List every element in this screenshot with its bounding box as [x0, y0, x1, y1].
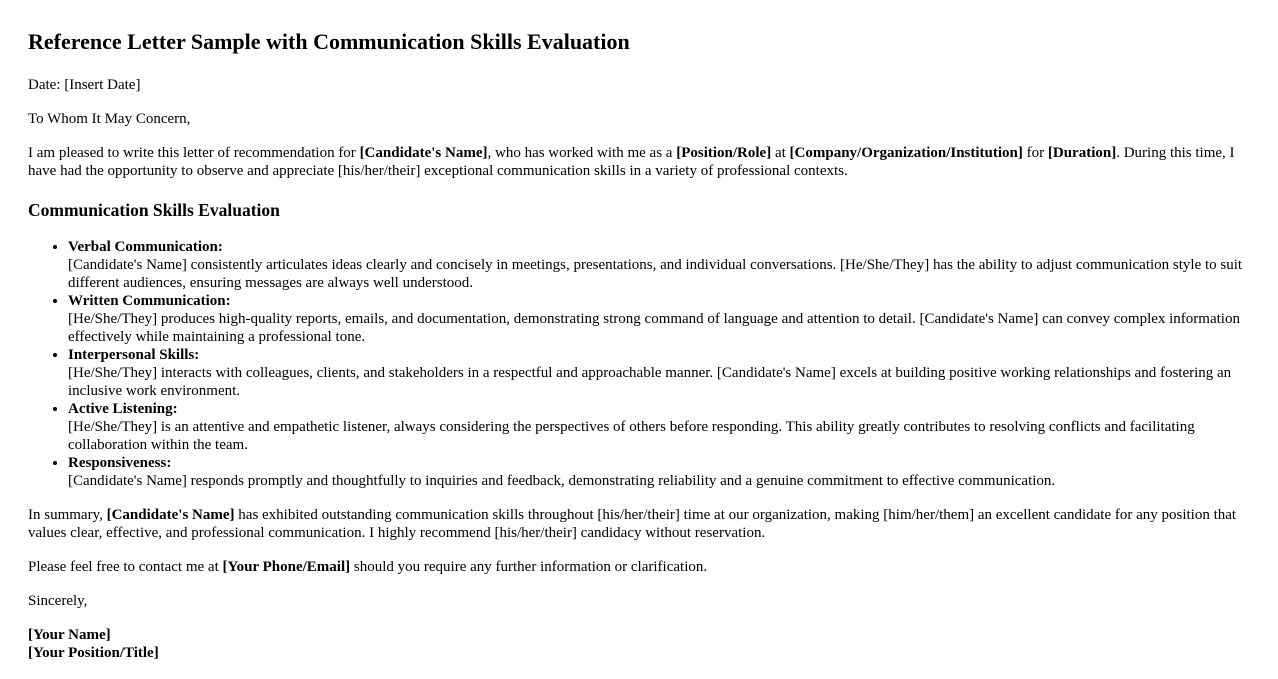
company-placeholder: [Company/Organization/Institution] — [789, 145, 1023, 161]
page-title: Reference Letter Sample with Communication Skills Evaluation — [28, 29, 630, 54]
contact-placeholder: [Your Phone/Email] — [222, 559, 351, 575]
contact-paragraph — [28, 558, 1250, 576]
skill-title: Written Communication: — [68, 293, 231, 309]
skill-description: [He/She/They] interacts with colleagues, clients, and stakeholders in a respectful and approachable manner. [Candidate's Name] excels at building positive working relationships and fostering an inclusive work environment. — [68, 365, 1232, 399]
list-item — [68, 454, 1250, 490]
intro-text-4: for — [1022, 145, 1048, 161]
skill-description: [He/She/They] is an attentive and empathetic listener, always considering the perspectives of others before responding. This ability greatly contributes to resolving conflicts and facilitating collaboration within the team. — [68, 419, 1195, 453]
section-heading: Communication Skills Evaluation — [28, 200, 280, 220]
intro-text-3: at — [771, 145, 790, 161]
signature-block — [28, 626, 1250, 662]
list-item — [68, 346, 1250, 400]
duration-placeholder: [Duration] — [1047, 145, 1117, 161]
list-item — [68, 238, 1250, 292]
skill-title: Active Listening: — [68, 401, 178, 417]
skill-title: Responsiveness: — [68, 455, 172, 471]
intro-text-1: I am pleased to write this letter of recommendation for — [28, 145, 360, 161]
candidate-name-placeholder: [Candidate's Name] — [359, 145, 488, 161]
skill-description: [Candidate's Name] responds promptly and thoughtfully to inquiries and feedback, demonstrating reliability and a genuine commitment to effective communication. — [68, 473, 1056, 489]
list-item — [68, 292, 1250, 346]
intro-text-2: , who has worked with me as a — [487, 145, 677, 161]
skill-description: [He/She/They] produces high-quality reports, emails, and documentation, demonstrating strong command of language and attention to detail. [Candidate's Name] can convey complex information effectively while maintaining a professional tone. — [68, 311, 1240, 345]
signature-position: [Your Position/Title] — [28, 645, 159, 661]
skill-title: Interpersonal Skills: — [68, 347, 200, 363]
contact-text-2: should you require any further information or clarification. — [350, 559, 708, 575]
skill-description: [Candidate's Name] consistently articulates ideas clearly and concisely in meetings, presentations, and individual conversations. [He/She/They] has the ability to adjust communication style to suit different audiences, ensuring messages are always well understood. — [68, 257, 1243, 291]
summary-text-2: has exhibited outstanding communication skills throughout [his/her/their] time at our organization, making [him/her/them] an excellent candidate for any position that values clear, effective, and professional communication. I highly recommend [his/her/their] candidacy without reservation. — [28, 507, 1237, 541]
signature-name: [Your Name] — [28, 627, 111, 643]
skills-list — [28, 238, 1250, 490]
summary-paragraph — [28, 506, 1250, 542]
contact-text-1: Please feel free to contact me at — [28, 559, 223, 575]
letter-page — [0, 29, 1278, 662]
salutation: To Whom It May Concern, — [28, 111, 191, 127]
intro-text-5: . During this time, I have had the opportunity to observe and appreciate [his/her/their] exceptional communication skills in a variety of professional contexts. — [28, 145, 1235, 179]
date-line: Date: [Insert Date] — [28, 77, 141, 93]
list-item — [68, 400, 1250, 454]
skill-title: Verbal Communication: — [68, 239, 223, 255]
summary-text-1: In summary, — [28, 507, 107, 523]
intro-paragraph — [28, 144, 1250, 180]
candidate-name-placeholder: [Candidate's Name] — [106, 507, 235, 523]
position-placeholder: [Position/Role] — [676, 145, 772, 161]
closing: Sincerely, — [28, 593, 88, 609]
